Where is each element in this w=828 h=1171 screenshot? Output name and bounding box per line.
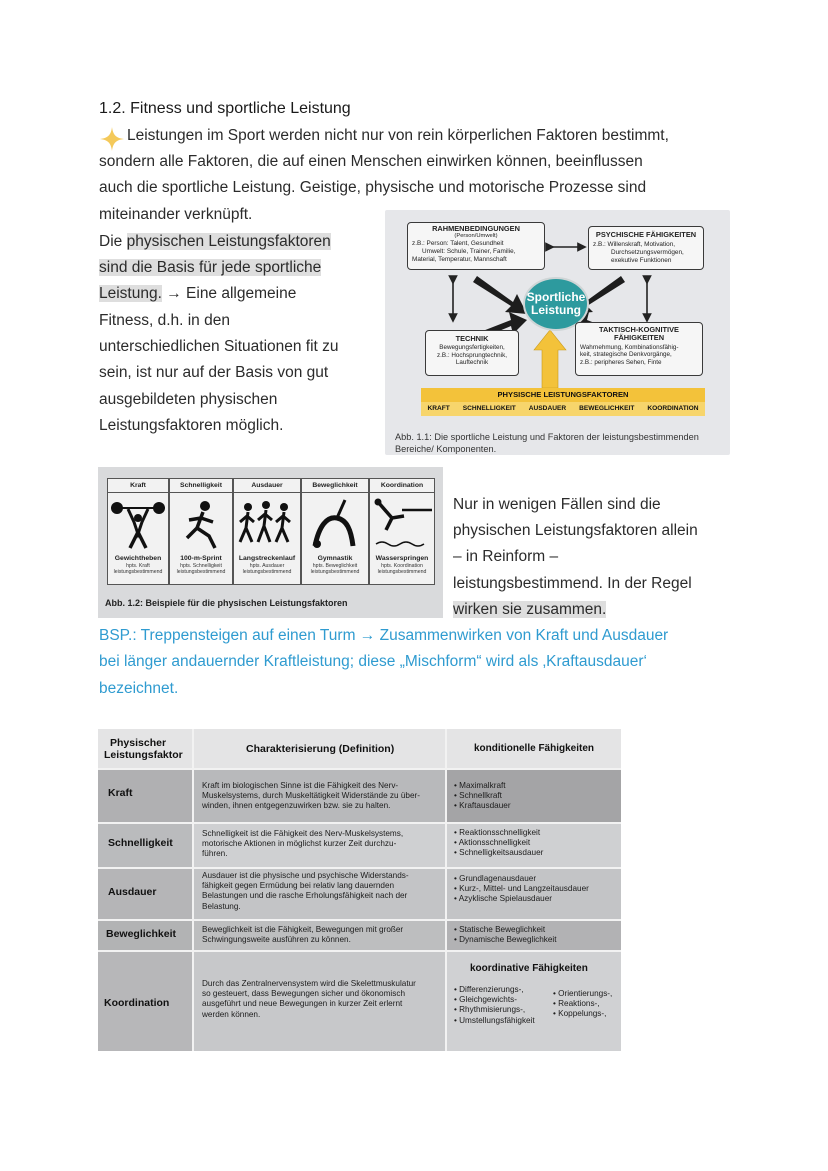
def-line: Durch das Zentralnervensystem wird die Skelettmuskulatur (202, 979, 416, 988)
abil-line: • Statische Beweglichkeit (454, 925, 546, 934)
header-konditionelle: konditionelle Fähigkeiten (474, 743, 595, 754)
abil-line: • Rhythmisierungs-, (454, 1005, 526, 1015)
panel-sub: leistungsbestimmend (113, 569, 163, 575)
def-line: Belastungen und die rasche Erholungsfähigkeit nach der (202, 891, 408, 901)
abil-schnelligkeit (454, 828, 543, 859)
abil-line: • Reaktionsschnelligkeit (454, 828, 541, 837)
caption-line: Abb. 1.1: Die sportliche Leistung und Faktoren der leistungsbestimmenden (395, 432, 699, 442)
highlighted-text: Leistung. (99, 285, 162, 302)
panel-sub: leistungsbestimmend (176, 569, 226, 575)
row-label-ausdauer: Ausdauer (108, 886, 157, 898)
highlighted-text: wirken sie zusammen. (453, 601, 607, 618)
panel-header: Ausdauer (234, 479, 300, 493)
panel-beweglichkeit (301, 478, 369, 585)
header-leistungsfaktor (104, 737, 183, 761)
panel-sub: hpts. Kraft (126, 563, 150, 569)
gymnast-icon (302, 493, 368, 555)
box-title: FÄHIGKEITEN (613, 333, 665, 343)
def-line: motorische Aktionen in möglichst kurzer Zeit durchzu- (202, 839, 397, 849)
abil-line: • Gleichgewichts- (454, 995, 517, 1005)
factor-item: KOORDINATION (647, 405, 699, 412)
box-line: z.B.: peripheres Sehen, Finte (580, 358, 662, 366)
def-line: winden, ihnen entgegenzuwirken bzw. sie zu halten. (202, 801, 391, 811)
panel-schnelligkeit (169, 478, 233, 585)
panel-header: Beweglichkeit (302, 479, 368, 493)
box-taktisch-kognitiv (575, 322, 703, 376)
box-title: RAHMENBEDINGUNGEN (432, 224, 520, 233)
box-line: Durchsetzungsvermögen, (611, 249, 684, 256)
box-line: z.B.: Person: Talent, Gesundheit (412, 240, 504, 248)
abil-kraft (454, 781, 511, 812)
center-label: Leistung (531, 303, 581, 317)
abil-line: • Reaktions-, (553, 999, 600, 1009)
header-koordinative: koordinative Fähigkeiten (470, 963, 588, 974)
abil-line: • Aktionsschnelligkeit (454, 838, 531, 848)
abil-ausdauer (454, 874, 589, 905)
box-line: Bewegungsfertigkeiten, (439, 344, 505, 352)
panel-kraft (107, 478, 169, 585)
box-line: Lauftechnik (455, 359, 489, 367)
box-subtitle: (Person/Umwelt) (454, 233, 498, 240)
box-line: keit, strategische Denkvorgänge, (580, 351, 672, 359)
panel-koordination (369, 478, 435, 585)
abil-line: • Koppelungs-, (553, 1009, 607, 1019)
abil-line: • Kurz-, Mittel- und Langzeitausdauer (454, 884, 589, 894)
box-line: z.B.: Hochsprungtechnik, (436, 351, 507, 359)
box-line: Material, Temperatur, Mannschaft (412, 255, 507, 263)
box-title: PSYCHISCHE FÄHIGKEITEN (595, 230, 697, 239)
row-label-beweglichkeit: Beweglichkeit (106, 928, 177, 940)
def-koordination (202, 979, 442, 1020)
abil-beweglichkeit (454, 925, 557, 945)
box-line: Umwelt: Schule, Trainer, Familie, (422, 248, 516, 255)
abil-line: • Differenzierungs-, (454, 985, 524, 994)
figure-physical-factors-examples (98, 467, 443, 618)
def-line: ausgeführt und neue Bewegungen in kurzer Zeit erlernt (202, 999, 403, 1009)
box-rahmenbedingungen (407, 222, 545, 270)
left-para-line-2 (99, 255, 321, 282)
factors-table (98, 729, 621, 1051)
phys-faktoren-bar: PHYSISCHE LEISTUNGSFAKTOREN (421, 388, 705, 402)
panel-sub: leistungsbestimmend (242, 569, 292, 575)
right-para-line-4: leistungsbestimmend. In der Regel (453, 575, 692, 592)
box-line: Wahrnehmung, Kombinationsfähig- (580, 343, 679, 351)
def-line: Schnelligkeit ist die Fähigkeit des Nerv-Muskelsystems, (202, 829, 404, 838)
panel-sub: hpts. Beweglichkeit (312, 563, 358, 569)
box-psychische-faehigkeiten (588, 226, 704, 270)
def-line: werden können. (202, 1009, 261, 1019)
panel-header: Schnelligkeit (170, 479, 232, 493)
def-kraft (202, 781, 442, 812)
highlighted-text: sind die Basis für jede sportliche (99, 259, 322, 276)
header-text: Physischer (110, 737, 167, 749)
row-label-kraft: Kraft (108, 787, 133, 799)
abil-line: • Orientierungs-, (553, 989, 613, 998)
right-para-line-5 (453, 597, 606, 624)
panel-label: Wasserspringen (375, 555, 429, 562)
abil-line: • Grundlagenausdauer (454, 874, 537, 883)
box-title: TAKTISCH-KOGNITIVE (599, 325, 679, 334)
def-line: Beweglichkeit ist die Fähigkeit, Bewegungen mit großer (202, 925, 404, 934)
panel-sub: hpts. Schnelligkeit (180, 563, 222, 569)
example-line-2: bei länger andauernder Kraftleistung; diese „Mischform“ wird als ‚Kraftausdauer‘ (99, 653, 647, 670)
box-line: exekutive Funktionen (611, 256, 672, 264)
factor-item: AUSDAUER (528, 405, 567, 412)
row-label-koordination: Koordination (104, 997, 170, 1009)
def-line: so gesteuert, dass Bewegungen sicher und ökonomisch (202, 989, 405, 999)
def-line: fähigkeit gegen Ermüdung bei relativ lang dauernden (202, 881, 395, 891)
def-beweglichkeit (202, 925, 442, 945)
header-charakterisierung: Charakterisierung (Definition) (246, 743, 395, 755)
abil-line: • Dynamische Beweglichkeit (454, 935, 557, 945)
example-line-3: bezeichnet. (99, 680, 179, 697)
figure-1-caption (395, 432, 725, 455)
def-line: führen. (202, 849, 228, 859)
row-label-schnelligkeit: Schnelligkeit (108, 837, 173, 849)
right-para-line-3: – in Reinform – (453, 548, 559, 565)
intro-line-2: sondern alle Faktoren, die auf einen Menschen einwirken können, beeinflussen (99, 153, 643, 170)
header-text: Leistungsfaktor (104, 749, 183, 761)
abil-line: • Maximalkraft (454, 781, 506, 790)
panel-sub: hpts. Ausdauer (249, 563, 285, 569)
def-schnelligkeit (202, 829, 442, 860)
left-para-line-6: sein, ist nur auf der Basis von gut (99, 364, 329, 381)
center-label: Sportliche (526, 290, 586, 304)
abil-line: • Umstellungsfähigkeit (454, 1015, 535, 1025)
example-line-1: BSP.: Treppensteigen auf einen Turm → Zusammenwirken von Kraft und Ausdauer (99, 627, 669, 644)
factor-item: SCHNELLIGKEIT (462, 405, 516, 412)
panel-label: 100-m-Sprint (180, 555, 222, 562)
factor-item: KRAFT (427, 405, 450, 412)
def-line: Ausdauer ist die physische und psychische Widerstands- (202, 871, 409, 880)
panel-label: Langstreckenlauf (238, 555, 296, 562)
figure-performance-factors (385, 210, 730, 455)
def-ausdauer (202, 871, 442, 912)
box-technik (425, 330, 519, 376)
left-para-line-3 (99, 281, 296, 308)
left-para-line-4: Fitness, d.h. in den (99, 312, 230, 329)
text-span: Die (99, 233, 127, 250)
caption-line: Bereiche/ Komponenten. (395, 443, 497, 454)
def-line: Belastung. (202, 901, 241, 911)
def-line: Kraft im biologischen Sinne ist die Fähigkeit des Nerv- (202, 781, 399, 790)
abil-line: • Kraftausdauer (454, 801, 511, 811)
def-line: Schwingungsweite ausführen zu können. (202, 935, 351, 945)
right-para-line-1: Nur in wenigen Fällen sind die (453, 496, 661, 513)
phys-faktoren-items (421, 402, 705, 416)
box-title: TECHNIK (455, 334, 489, 343)
intro-line-3: auch die sportliche Leistung. Geistige, physische und motorische Prozesse sind (99, 179, 647, 196)
weightlifter-icon (108, 493, 168, 555)
runners-icon (234, 493, 300, 555)
section-heading: 1.2. Fitness und sportliche Leistung (99, 100, 351, 117)
panel-header: Koordination (370, 479, 434, 493)
panel-sub: leistungsbestimmend (310, 569, 360, 575)
left-para-line-1 (99, 229, 331, 256)
panel-sub: leistungsbestimmend (377, 569, 427, 575)
highlighted-text: physischen Leistungsfaktoren (126, 233, 331, 250)
right-para-line-2: physischen Leistungsfaktoren allein (453, 522, 698, 539)
box-line: z.B.: Willenskraft, Motivation, (593, 241, 676, 249)
text-span: → Eine allgemeine (161, 285, 297, 302)
abil-koordination-right (553, 989, 612, 1020)
def-line: Muskelsystems, durch Muskeltätigkeit Widerstände zu über- (202, 791, 420, 801)
abil-line: • Azyklische Spielausdauer (454, 894, 552, 904)
abil-koordination-left (454, 985, 535, 1026)
sprinter-icon (170, 493, 232, 555)
abil-line: • Schnelligkeitsausdauer (454, 848, 544, 858)
factor-item: BEWEGLICHKEIT (579, 405, 635, 412)
panel-label: Gewichtheben (114, 555, 162, 562)
left-para-line-8: Leistungsfaktoren möglich. (99, 417, 284, 434)
panel-header: Kraft (108, 479, 168, 493)
abil-line: • Schnellkraft (454, 791, 502, 801)
intro-line-4: miteinander verknüpft. (99, 206, 253, 223)
left-para-line-5: unterschiedlichen Situationen fit zu (99, 338, 339, 355)
panel-label: Gymnastik (317, 555, 353, 562)
panel-ausdauer (233, 478, 301, 585)
diver-icon (370, 493, 434, 555)
intro-line-1: Leistungen im Sport werden nicht nur von rein körperlichen Faktoren bestimmt, (127, 127, 669, 144)
panel-sub: hpts. Koordination (381, 563, 423, 569)
left-para-line-7: ausgebildeten physischen (99, 391, 278, 408)
figure-2-caption: Abb. 1.2: Beispiele für die physischen Leistungsfaktoren (105, 598, 348, 608)
